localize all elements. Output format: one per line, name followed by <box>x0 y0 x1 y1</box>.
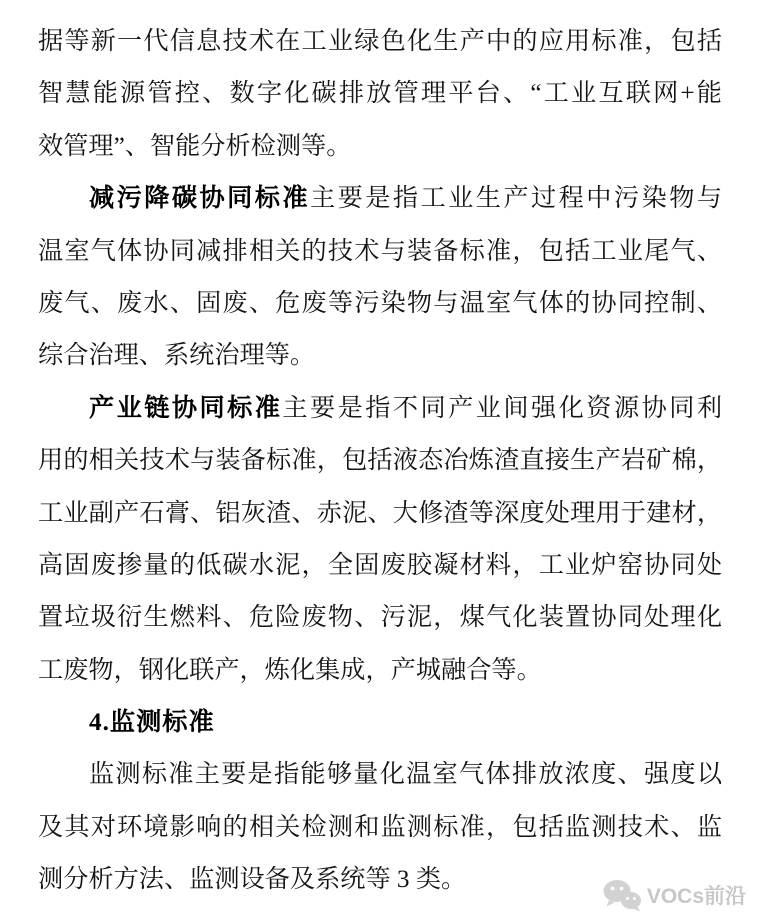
text-line <box>38 226 722 278</box>
text-line <box>38 645 722 697</box>
text-line <box>38 330 722 382</box>
text-line <box>38 121 722 173</box>
bold-lead: 减污降碳协同标准 <box>89 185 311 213</box>
watermark-label: VOCs前沿 <box>646 885 746 908</box>
line-text: 主要是指工业生产过程中污染物与 <box>310 185 723 213</box>
line-text: 效管理”、智能分析检测等。 <box>38 132 352 160</box>
watermark <box>602 878 746 912</box>
line-text: 高固废掺量的低碳水泥，全固废胶凝材料，工业炉窑协同处 <box>38 551 722 579</box>
line-text: 工废物，钢化联产，炼化集成，产城融合等。 <box>38 656 542 684</box>
line-text: 综合治理、系统治理等。 <box>38 342 316 370</box>
line-text: 用的相关技术与装备标准，包括液态冶炼渣直接生产岩矿棉， <box>38 447 722 475</box>
text-line <box>38 278 722 330</box>
bold-lead: 产业链协同标准 <box>89 394 283 422</box>
text-line <box>38 16 722 68</box>
line-text: 及其对环境影响的相关检测和监测标准，包括监测技术、监 <box>38 813 722 841</box>
document-body <box>38 16 722 907</box>
text-line <box>38 488 722 540</box>
line-text: 测分析方法、监测设备及系统等 3 类。 <box>38 866 467 894</box>
text-line <box>38 802 722 854</box>
line-text: 监测标准主要是指能够量化温室气体排放浓度、强度以 <box>89 761 722 789</box>
text-line <box>38 540 722 592</box>
text-line <box>38 173 722 225</box>
wechat-icon <box>602 878 642 912</box>
line-text: 废气、废水、固废、危废等污染物与温室气体的协同控制、 <box>38 289 722 317</box>
line-text: 工业副产石膏、铝灰渣、赤泥、大修渣等深度处理用于建材， <box>38 499 722 527</box>
text-line <box>38 68 722 120</box>
line-text: 智慧能源管控、数字化碳排放管理平台、“工业互联网+能 <box>38 80 722 108</box>
text-line <box>38 749 722 801</box>
text-line <box>38 383 722 435</box>
section-heading <box>38 697 722 749</box>
line-text: 置垃圾衍生燃料、危险废物、污泥，煤气化装置协同处理化 <box>38 604 722 632</box>
text-line <box>38 435 722 487</box>
section-heading-text: 4.监测标准 <box>89 709 215 737</box>
text-line <box>38 592 722 644</box>
line-text: 主要是指不同产业间强化资源协同利 <box>282 394 723 422</box>
line-text: 据等新一代信息技术在工业绿色化生产中的应用标准，包括 <box>38 28 722 55</box>
line-text: 温室气体协同减排相关的技术与装备标准，包括工业尾气、 <box>38 237 722 265</box>
